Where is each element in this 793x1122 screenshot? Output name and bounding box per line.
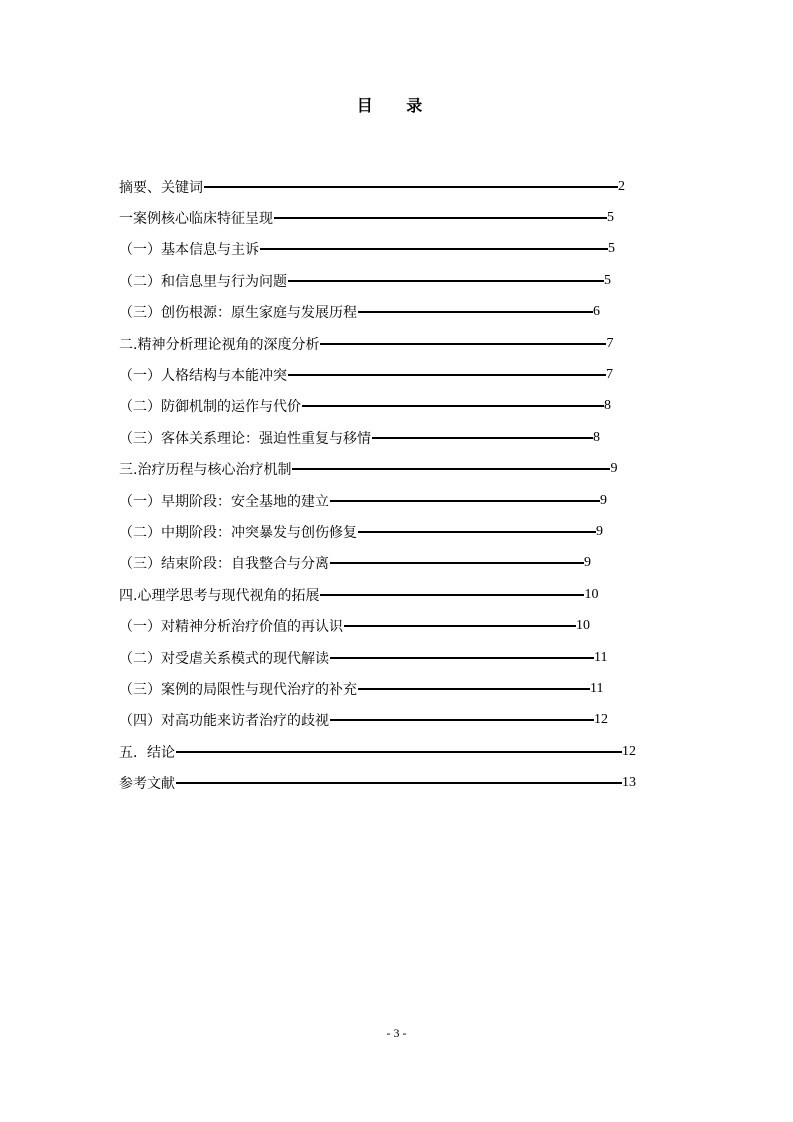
toc-entry-label: （二）防御机制的运作与代价 <box>119 399 301 416</box>
toc-entry <box>119 297 659 328</box>
toc-entry <box>119 736 659 767</box>
toc-entry <box>119 359 659 390</box>
toc-entry-label: （一）人格结构与本能冲突 <box>119 368 287 385</box>
toc-entry-page: 5 <box>604 272 611 288</box>
toc-entry <box>119 610 659 641</box>
toc-leader-line <box>302 405 604 407</box>
toc-leader-line <box>288 280 604 282</box>
toc-entry-page: 9 <box>596 523 603 539</box>
toc-leader-line <box>288 374 606 376</box>
toc-entry <box>119 705 659 736</box>
toc-leader-line <box>344 625 576 627</box>
toc-entry-label: 三.治疗历程与核心治疗机制 <box>119 462 292 479</box>
toc-entry-page: 8 <box>593 429 600 445</box>
toc-entry-page: 12 <box>622 743 636 759</box>
toc-entry-page: 10 <box>584 586 599 602</box>
toc-entry <box>119 485 659 516</box>
toc-entry-label: 一案例核心临床特征呈现 <box>119 211 273 228</box>
toc-entry <box>119 579 659 610</box>
toc-entry <box>119 422 659 453</box>
toc-entry-label: （三）结束阶段：自我整合与分离 <box>119 556 329 573</box>
toc-entry-label: （三）案例的局限性与现代治疗的补充 <box>119 681 357 698</box>
toc-leader-line <box>176 751 622 753</box>
toc-leader-line <box>260 248 608 250</box>
toc-leader-line <box>330 562 584 564</box>
toc-entry <box>119 202 659 233</box>
toc-entry <box>119 171 659 202</box>
toc-leader-line <box>330 657 594 659</box>
toc-entry-label: （二）中期阶段：冲突暴发与创伤修复 <box>119 524 357 541</box>
toc-entry-page: 9 <box>610 461 618 477</box>
toc-entry <box>119 516 659 547</box>
toc-entry-label: 二.精神分析理论视角的深度分析 <box>119 336 320 353</box>
toc-leader-line <box>372 437 593 439</box>
toc-leader-line <box>320 343 606 345</box>
toc-entry-label: 参考文献 <box>119 776 175 793</box>
toc-entry <box>119 642 659 673</box>
toc-entry <box>119 454 659 485</box>
toc-entry-page: 5 <box>608 241 615 257</box>
toc-leader-line <box>358 688 590 690</box>
toc-entry-label: 五．结论 <box>119 744 175 761</box>
toc-entry-label: （三）创伤根源：原生家庭与发展历程 <box>119 305 357 322</box>
page-footer-number: - 3 - <box>386 1026 407 1040</box>
toc-entry-page: 2 <box>618 178 625 194</box>
toc-entry-label: （一）基本信息与主诉 <box>119 242 259 259</box>
toc-leader-line <box>204 186 618 188</box>
toc-entry <box>119 548 659 579</box>
toc-leader-line <box>274 217 607 219</box>
toc-entry-label: （四）对高功能来访者治疗的歧视 <box>119 713 329 730</box>
toc-entry-page: 5 <box>607 210 614 226</box>
toc-entry-page: 10 <box>576 618 590 634</box>
toc-leader-line <box>358 531 596 533</box>
toc-entry-page: 12 <box>594 712 608 728</box>
toc-entry <box>119 767 659 798</box>
toc-entry-label: （二）对受虐关系模式的现代解读 <box>119 650 329 667</box>
toc-leader-line <box>320 594 584 596</box>
toc-entry-page: 13 <box>622 775 636 791</box>
toc-entry-label: （三）客体关系理论：强迫性重复与移情 <box>119 430 371 447</box>
toc-entry <box>119 673 659 704</box>
toc-entry-page: 11 <box>594 649 608 665</box>
toc-entry-page: 7 <box>606 335 614 351</box>
toc-title: 目 录 <box>356 96 437 115</box>
toc-entry <box>119 265 659 296</box>
toc-entry <box>119 234 659 265</box>
toc-entry-page: 9 <box>600 492 607 508</box>
toc-entry-page: 6 <box>593 304 600 320</box>
toc-entry-page: 9 <box>584 555 591 571</box>
toc-entry-label: （一）早期阶段：安全基地的建立 <box>119 493 329 510</box>
toc-entry-label: 摘要、关键词 <box>119 179 203 196</box>
toc-leader-line <box>358 311 593 313</box>
toc-entry-label: 四.心理学思考与现代视角的拓展 <box>119 587 320 604</box>
toc-leader-line <box>292 468 610 470</box>
toc-entry <box>119 328 659 359</box>
toc-entry-page: 11 <box>590 680 604 696</box>
toc-entry-label: （二）和信息里与行为问题 <box>119 273 287 290</box>
toc-entry-page: 7 <box>606 367 613 383</box>
toc-entry-label: （一）对精神分析治疗价值的再认识 <box>119 619 343 636</box>
toc-entry-page: 8 <box>604 398 611 414</box>
toc-leader-line <box>176 782 622 784</box>
toc-entry <box>119 391 659 422</box>
table-of-contents <box>119 171 659 799</box>
toc-leader-line <box>330 719 594 721</box>
toc-leader-line <box>330 500 600 502</box>
